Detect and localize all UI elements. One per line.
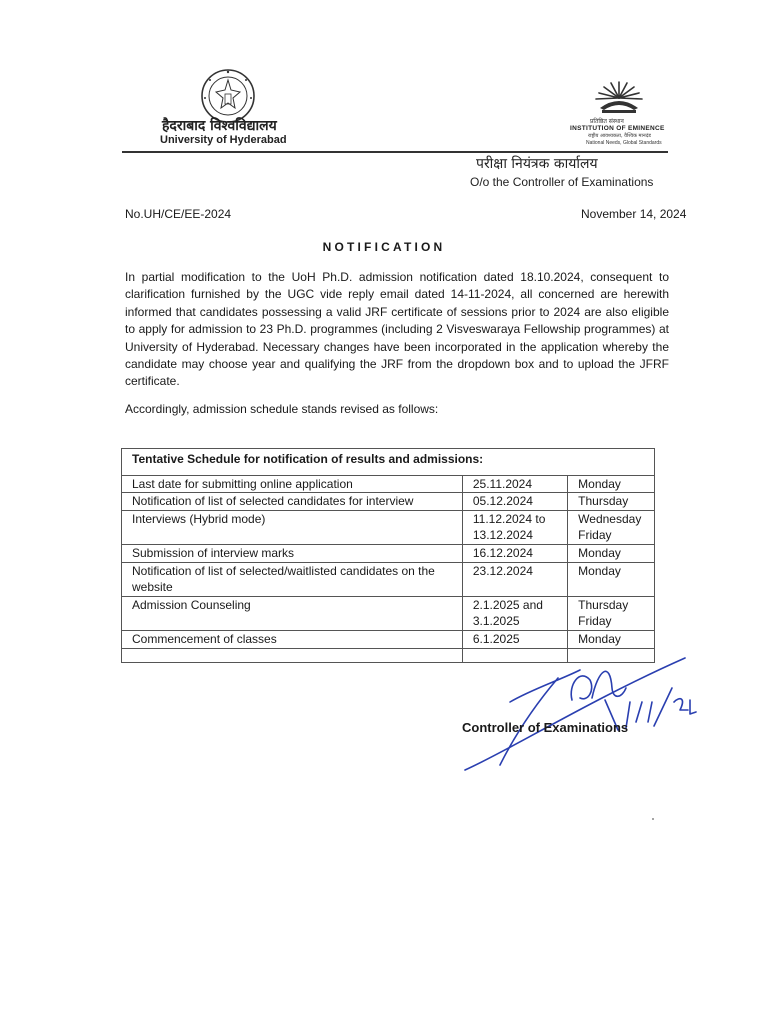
university-name-english: University of Hyderabad xyxy=(160,134,287,146)
document-heading: NOTIFICATION xyxy=(322,240,446,254)
office-name-english: O/o the Controller of Examinations xyxy=(470,175,654,189)
university-name-hindi: हैदराबाद विश्वविद्यालय xyxy=(162,118,277,134)
ioe-hindi-label: प्रतिष्ठित संस्थान xyxy=(590,118,624,125)
table-row xyxy=(122,510,655,544)
ioe-tagline-hindi: राष्ट्रीय आवश्यकता, वैश्विक मानदंड xyxy=(588,133,651,139)
table-row xyxy=(122,475,655,493)
schedule-event: Interviews (Hybrid mode) xyxy=(122,510,463,544)
schedule-date: 11.12.2024 to 13.12.2024 xyxy=(462,510,567,544)
schedule-day: Monday xyxy=(568,475,655,493)
table-row xyxy=(122,493,655,511)
body-paragraph-2: Accordingly, admission schedule stands revised as follows: xyxy=(125,402,439,416)
header-divider xyxy=(122,151,668,153)
schedule-event: Notification of list of selected candidates for interview xyxy=(122,493,463,511)
schedule-title: Tentative Schedule for notification of results and admissions: xyxy=(122,449,655,476)
schedule-event: Submission of interview marks xyxy=(122,544,463,562)
reference-number: No.UH/CE/EE-2024 xyxy=(125,207,232,221)
schedule-date: 05.12.2024 xyxy=(462,493,567,511)
signatory-title: Controller of Examinations xyxy=(462,720,629,735)
ioe-tagline-english: National Needs, Global Standards xyxy=(586,140,662,146)
office-name-hindi: परीक्षा नियंत्रक कार्यालय xyxy=(476,156,598,172)
schedule-day: Thursday Friday xyxy=(568,596,655,630)
schedule-day: Wednesday Friday xyxy=(568,510,655,544)
handwritten-signature xyxy=(440,640,700,775)
ioe-title: INSTITUTION OF EMINENCE xyxy=(570,125,665,132)
schedule-event: Admission Counseling xyxy=(122,596,463,630)
scan-speck xyxy=(652,818,654,820)
table-row xyxy=(122,596,655,630)
schedule-date: 16.12.2024 xyxy=(462,544,567,562)
schedule-date: 2.1.2025 and 3.1.2025 xyxy=(462,596,567,630)
schedule-date: 25.11.2024 xyxy=(462,475,567,493)
schedule-date: 6.1.2025 xyxy=(462,630,567,648)
schedule-date: 23.12.2024 xyxy=(462,562,567,596)
institution-of-eminence-logo xyxy=(588,78,650,116)
schedule-day: Monday xyxy=(568,630,655,648)
schedule-day: Thursday xyxy=(568,493,655,511)
schedule-event: Notification of list of selected/waitlisted candidates on the website xyxy=(122,562,463,596)
schedule-event: Last date for submitting online application xyxy=(122,475,463,493)
table-row xyxy=(122,562,655,596)
schedule-day: Monday xyxy=(568,562,655,596)
schedule-event: Commencement of classes xyxy=(122,630,463,648)
schedule-title-row xyxy=(122,449,655,476)
schedule-table xyxy=(121,448,655,663)
table-row xyxy=(122,544,655,562)
schedule-day: Monday xyxy=(568,544,655,562)
document-date: November 14, 2024 xyxy=(581,207,687,221)
schedule-event xyxy=(122,648,463,662)
body-paragraph: In partial modification to the UoH Ph.D. admission notification dated 18.10.2024, consequent to clarification furnished by the UGC vide reply email dated 14-11-2024, all concerned are herewith informed that candidates possessing a valid JRF certificate of sessions prior to 2024 are also eligible to apply for admission to 23 Ph.D. programmes (including 2 Visveswaraya Fellowship programmes) at University of Hyderabad. Necessary changes have been incorporated in the application whereby the candidate may choose year and qualifying the JRF from the dropdown box and to upload the JFRF certificate. xyxy=(125,270,669,389)
